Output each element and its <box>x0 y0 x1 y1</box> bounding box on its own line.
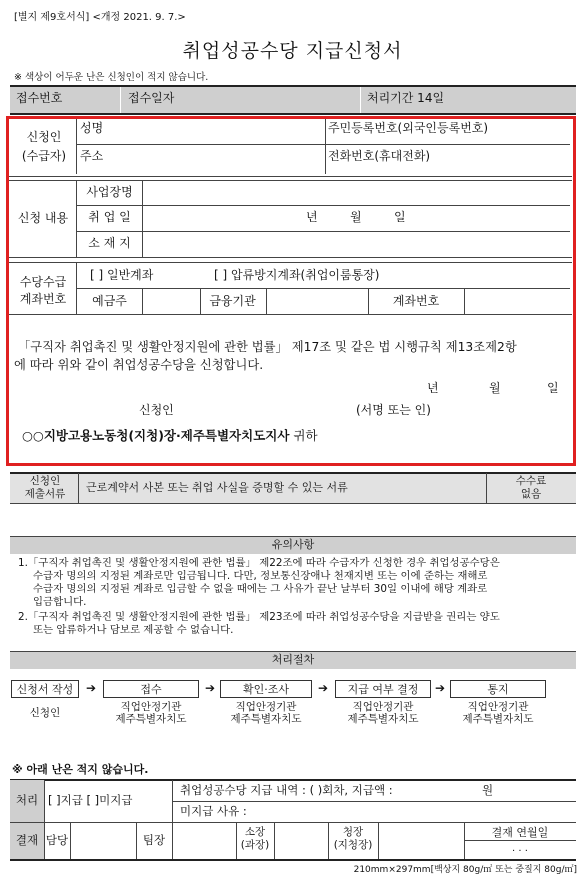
rrn-label: 주민등록번호(외국인등록번호) <box>328 121 489 135</box>
emp-day: 일 <box>394 210 406 224</box>
step-decide-who: 직업안정기관 <box>352 701 414 713</box>
decl-applicant-label: 신청인 <box>139 403 174 417</box>
phone-label: 전화번호(휴대전화) <box>328 149 431 163</box>
emp-year: 년 <box>306 210 318 224</box>
approval-date-label: 결재 연월일 <box>491 826 549 839</box>
decl-year: 년 <box>427 381 439 395</box>
highlight-frame <box>6 116 576 466</box>
location-label: 소 재 지 <box>88 236 131 250</box>
arrow-icon: ➔ <box>86 681 97 695</box>
signature-field[interactable]: (서명 또는 인) <box>356 403 431 417</box>
attachments-label-sub: 제출서류 <box>24 488 66 500</box>
addressee-suffix: 귀하 <box>293 428 318 443</box>
shaded-note: ※ 색상이 어두운 난은 신청인이 적지 않습니다. <box>14 72 209 83</box>
workplace-label: 사업장명 <box>86 185 133 199</box>
paid-choice: [ ]지급 [ ]미지급 <box>48 793 133 807</box>
step-notify: 통지 <box>450 680 546 698</box>
name-label: 성명 <box>80 121 104 135</box>
receipt-row <box>10 85 576 113</box>
unpaid-reason: 미지급 사유 : <box>180 804 247 818</box>
step-apply-who: 신청인 <box>29 707 61 719</box>
receipt-no-label: 접수번호 <box>16 91 63 105</box>
step-verify-who2: 제주특별자치도 <box>230 713 302 725</box>
account-number-label: 계좌번호 <box>392 294 440 308</box>
notice-item1-line4: 입금합니다. <box>33 596 87 608</box>
account-header-sub: 계좌번호 <box>19 292 67 306</box>
section-head-sub: (과장) <box>240 839 270 851</box>
procedure-title: 처리절차 <box>271 653 315 666</box>
section-head-label: 소장 <box>244 826 266 838</box>
step-receive: 접수 <box>103 680 199 698</box>
protected-account-checkbox[interactable]: [ ] 압류방지계좌(취업이룸통장) <box>214 268 380 282</box>
payment-detail: 취업성공수당 지급 내역 : ( )회차, 지급액 : <box>180 783 393 797</box>
receipt-date-label: 접수일자 <box>128 91 175 105</box>
step-notify-who2: 제주특별자치도 <box>462 713 534 725</box>
form-id: [별지 제9호서식] <개정 2021. 9. 7.> <box>14 12 186 23</box>
fee-label: 수수료 <box>515 475 547 487</box>
notice-item1-line3: 수급자 명의의 지정된 계좌로 입금할 수 없을 때에는 그 사유가 끝난 날부터 30일 이내에 해당 계좌로 <box>33 583 488 595</box>
step-decide: 지급 여부 결정 <box>335 680 431 698</box>
process-label: 처리 <box>15 793 39 807</box>
notice-item2-line1: 2.「구직자 취업촉진 및 생활안정지원에 관한 법률」 제23조에 따라 취업성공수당을 지급받을 권리는 양도 <box>18 611 500 623</box>
arrow-icon: ➔ <box>318 681 329 695</box>
step-apply: 신청서 작성 <box>11 680 79 698</box>
declaration-line1: 「구직자 취업촉진 및 생활안정지원에 관한 법률」 제17조 및 같은 법 시행규칙 제13조제2항 <box>18 340 517 354</box>
notice-item1-line1: 1.「구직자 취업촉진 및 생활안정지원에 관한 법률」 제22조에 따라 수급자가 신청한 경우 취업성공수당은 <box>18 557 500 569</box>
paper-spec: 210mm×297mm[백상지 80g/㎡ 또는 중질지 80g/㎡] <box>353 865 577 875</box>
form-title: 취업성공수당 지급신청서 <box>182 40 403 62</box>
notice-title: 유의사항 <box>271 538 315 551</box>
officer-label: 담당 <box>45 833 69 847</box>
notice-item1-line2: 수급자 명의의 지정된 계좌로만 입금됩니다. 다만, 정보통신장애나 천재지변 또는 이에 준하는 재해로 <box>33 570 488 582</box>
decl-month: 월 <box>489 381 501 395</box>
director-sub: (지청장) <box>333 839 373 851</box>
attachments-docs: 근로계약서 사본 또는 취업 사실을 증명할 수 있는 서류 <box>86 481 348 494</box>
employment-date-label: 취 업 일 <box>88 210 131 224</box>
step-verify: 확인·조사 <box>220 680 312 698</box>
team-lead-label: 팀장 <box>142 833 166 847</box>
step-notify-who: 직업안정기관 <box>467 701 529 713</box>
notice-item2-line2: 또는 압류하거나 담보로 제공할 수 없습니다. <box>33 624 234 636</box>
declaration-line2: 에 따라 위와 같이 취업성공수당을 신청합니다. <box>14 358 264 372</box>
decl-day: 일 <box>547 381 559 395</box>
approval-label: 결재 <box>15 833 39 847</box>
director-label: 청장 <box>342 826 364 838</box>
addressee-office: ○○지방고용노동청(지청)장·제주특별자치도지사 <box>22 428 290 443</box>
applicant-header-sub: (수급자) <box>21 149 67 163</box>
step-decide-who2: 제주특별자치도 <box>347 713 419 725</box>
office-note: ※ 아래 난은 적지 않습니다. <box>12 763 149 776</box>
address-label: 주소 <box>80 149 104 163</box>
content-header: 신청 내용 <box>17 211 69 225</box>
arrow-icon: ➔ <box>435 681 446 695</box>
emp-month: 월 <box>350 210 362 224</box>
arrow-icon: ➔ <box>205 681 216 695</box>
approval-date-dots: . . . <box>512 843 528 854</box>
step-verify-who: 직업안정기관 <box>235 701 297 713</box>
payment-won: 원 <box>482 783 494 797</box>
attachments-label: 신청인 <box>29 475 61 487</box>
step-receive-who2: 제주특별자치도 <box>115 713 187 725</box>
fee-value: 없음 <box>520 488 542 500</box>
applicant-header: 신청인 <box>26 130 62 144</box>
processing-period: 처리기간 14일 <box>367 91 445 105</box>
account-header: 수당수급 <box>19 275 67 289</box>
general-account-checkbox[interactable]: [ ] 일반계좌 <box>90 268 154 282</box>
step-receive-who: 직업안정기관 <box>120 701 182 713</box>
holder-label: 예금주 <box>92 294 127 308</box>
bank-label: 금융기관 <box>209 294 256 308</box>
